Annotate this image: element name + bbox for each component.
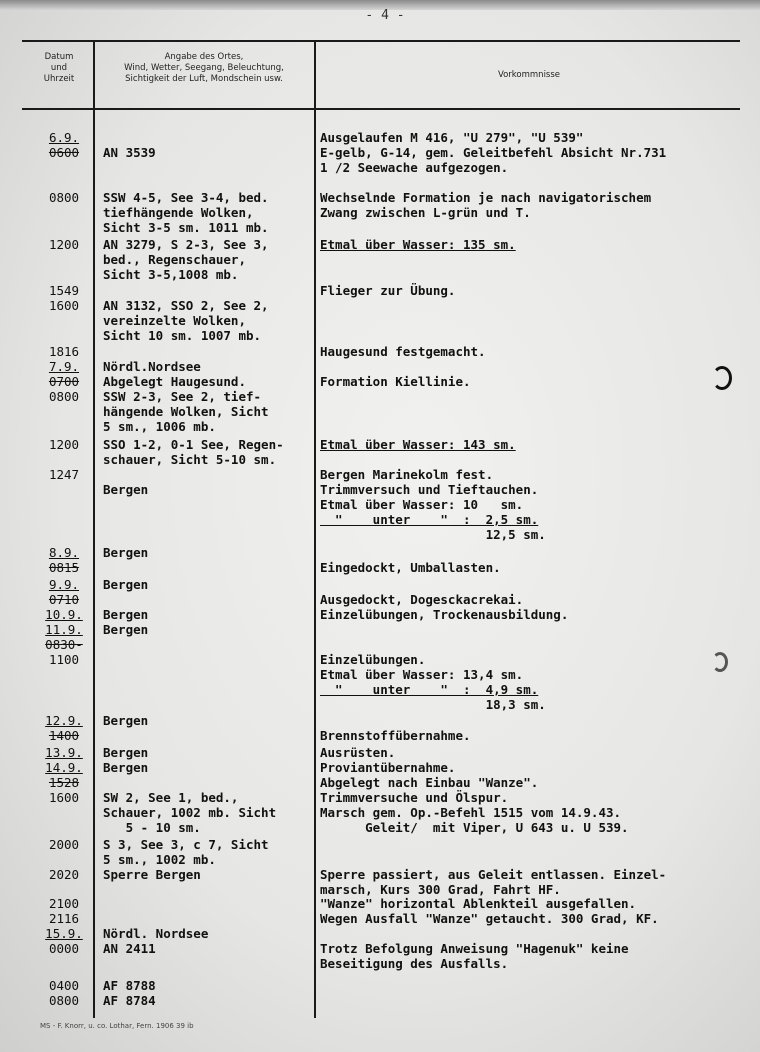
entry-event: Trimmversuche und Ölspur. [320,790,509,805]
entry-event: Beseitigung des Ausfalls. [320,956,509,971]
entry-event: Proviantübernahme. [320,760,456,775]
entry-time: 0800 [48,993,80,1008]
entry-time: 0400 [48,978,80,993]
entry-time: 8.9. [48,545,80,560]
entry-place-weather: tiefhängende Wolken, [103,205,254,220]
entry-time: 1549 [48,283,80,298]
header-date: Datum und Uhrzeit [43,52,75,84]
printer-imprint: MS - F. Knorr, u. co. Lothar, Fern. 1906 39 ib [40,1022,194,1030]
entry-place-weather: Nördl. Nordsee [103,926,209,941]
entry-event: 1 /2 Seewache aufgezogen. [320,160,509,175]
entry-event: 12,5 sm. [320,527,546,542]
entry-event: Marsch gem. Op.-Befehl 1515 vom 14.9.43. [320,805,622,820]
entry-time: 1247 [48,467,80,482]
entry-event: Etmal über Wasser: 143 sm. [320,437,516,452]
entry-place-weather: AF 8788 [103,978,156,993]
entry-event: Formation Kiellinie. [320,374,471,389]
entry-event: Geleit/ mit Viper, U 643 u. U 539. [320,820,629,835]
entry-time: 6.9. [48,130,80,145]
entry-place-weather: AN 3539 [103,145,156,160]
entry-event: Etmal über Wasser: 10 sm. [320,497,524,512]
entry-place-weather: bed., Regenschauer, [103,252,246,267]
entry-event: "Wanze" horizontal Ablenkteil ausgefallen. [320,896,637,911]
header-top-rule [22,40,740,42]
entry-event: Etmal über Wasser: 135 sm. [320,237,516,252]
entry-event: Abgelegt nach Einbau "Wanze". [320,775,539,790]
entry-place-weather: SW 2, See 1, bed., [103,790,239,805]
entry-event: Ausgelaufen M 416, "U 279", "U 539" [320,130,584,145]
entry-time: 0600 [48,145,80,160]
entry-time: 2000 [48,837,80,852]
entry-place-weather: Sicht 3-5,1008 mb. [103,267,239,282]
entry-event: Etmal über Wasser: 13,4 sm. [320,667,524,682]
entry-time: 1600 [48,298,80,313]
entry-event: Wegen Ausfall "Wanze" getaucht. 300 Grad, KF. [320,911,659,926]
entry-place-weather: Bergen [103,713,149,728]
entry-place-weather: 5 sm., 1006 mb. [103,419,216,434]
entry-time: 9.9. [48,577,80,592]
entry-time: 15.9. [45,926,83,941]
entry-event: E-gelb, G-14, gem. Geleitbefehl Absicht Nr.731 [320,145,667,160]
entry-place-weather: Bergen [103,482,149,497]
entry-event: " unter " : 4,9 sm. [320,682,539,697]
entry-time: 1600 [48,790,80,805]
entry-time: 1200 [48,437,80,452]
entry-place-weather: Bergen [103,745,149,760]
entry-time: 0000 [48,941,80,956]
entry-time: 1528 [48,775,80,790]
entry-place-weather: Bergen [103,760,149,775]
entry-time: 10.9. [45,607,83,622]
column-divider-1 [93,40,95,1018]
entry-place-weather: AN 2411 [103,941,156,956]
entry-time: 0710 [48,592,80,607]
entry-event: Bergen Marinekolm fest. [320,467,494,482]
entry-time: 2100 [48,896,80,911]
entry-time: 2116 [48,911,80,926]
entry-event: marsch, Kurs 300 Grad, Fahrt HF. [320,882,561,897]
punch-hole [712,366,732,390]
entry-time: 7.9. [48,359,80,374]
entry-place-weather: AN 3132, SSO 2, See 2, [103,298,269,313]
entry-place-weather: Schauer, 1002 mb. Sicht [103,805,277,820]
entry-event: Eingedockt, Umballasten. [320,560,501,575]
entry-place-weather: vereinzelte Wolken, [103,313,246,328]
entry-place-weather: Bergen [103,545,149,560]
entry-place-weather: AF 8784 [103,993,156,1008]
entry-time: 0800 [48,389,80,404]
punch-hole [712,652,728,672]
entry-place-weather: SSW 4-5, See 3-4, bed. [103,190,269,205]
entry-place-weather: AN 3279, S 2-3, See 3, [103,237,269,252]
entry-event: Zwang zwischen L-grün und T. [320,205,531,220]
entry-time: 1200 [48,237,80,252]
entry-event: Ausgedockt, Dogesckacrekai. [320,592,524,607]
header-events: Vorkommnisse [497,70,561,80]
entry-event: Haugesund festgemacht. [320,344,486,359]
entry-place-weather: Sicht 3-5 sm. 1011 mb. [103,220,269,235]
entry-place-weather: Bergen [103,607,149,622]
entry-place-weather: 5 sm., 1002 mb. [103,852,216,867]
entry-place-weather: 5 - 10 sm. [103,820,201,835]
entry-event: " unter " : 2,5 sm. [320,512,539,527]
entry-place-weather: Bergen [103,622,149,637]
entry-place-weather: schauer, Sicht 5-10 sm. [103,452,277,467]
entry-time: 1400 [48,728,80,743]
entry-time: 0815 [48,560,80,575]
entry-time: 0700 [48,374,80,389]
entry-time: 0830- [45,637,83,652]
entry-event: Wechselnde Formation je nach navigatorischem [320,190,652,205]
entry-time: 13.9. [45,745,83,760]
entry-event: Einzelübungen, Trockenausbildung. [320,607,569,622]
entry-time: 14.9. [45,760,83,775]
page-number: - 4 - [365,8,405,23]
entry-place-weather: Abgelegt Haugesund. [103,374,246,389]
entry-place-weather: S 3, See 3, c 7, Sicht [103,837,269,852]
entry-time: 11.9. [45,622,83,637]
entry-time: 1816 [48,344,80,359]
entry-place-weather: SSW 2-3, See 2, tief- [103,389,262,404]
entry-place-weather: Sperre Bergen [103,867,201,882]
entry-event: Flieger zur Übung. [320,283,456,298]
entry-event: Einzelübungen. [320,652,426,667]
entry-event: Trimmversuch und Tieftauchen. [320,482,539,497]
entry-place-weather: SSO 1-2, 0-1 See, Regen- [103,437,284,452]
entry-event: Trotz Befolgung Anweisung "Hagenuk" keine [320,941,629,956]
header-place-weather: Angabe des Ortes, Wind, Wetter, Seegang, Beleuchtung, Sichtigkeit der Luft, Mondschein usw. [124,52,284,84]
entry-event: Ausrüsten. [320,745,396,760]
entry-time: 2020 [48,867,80,882]
entry-place-weather: Sicht 10 sm. 1007 mb. [103,328,262,343]
entry-place-weather: Bergen [103,577,149,592]
entry-event: Brennstoffübernahme. [320,728,471,743]
entry-place-weather: hängende Wolken, Sicht [103,404,269,419]
entry-time: 0800 [48,190,80,205]
entry-time: 12.9. [45,713,83,728]
entry-event: 18,3 sm. [320,697,546,712]
header-bottom-rule [22,108,740,110]
entry-time: 1100 [48,652,80,667]
entry-place-weather: Nördl.Nordsee [103,359,201,374]
entry-event: Sperre passiert, aus Geleit entlassen. Einzel- [320,867,667,882]
